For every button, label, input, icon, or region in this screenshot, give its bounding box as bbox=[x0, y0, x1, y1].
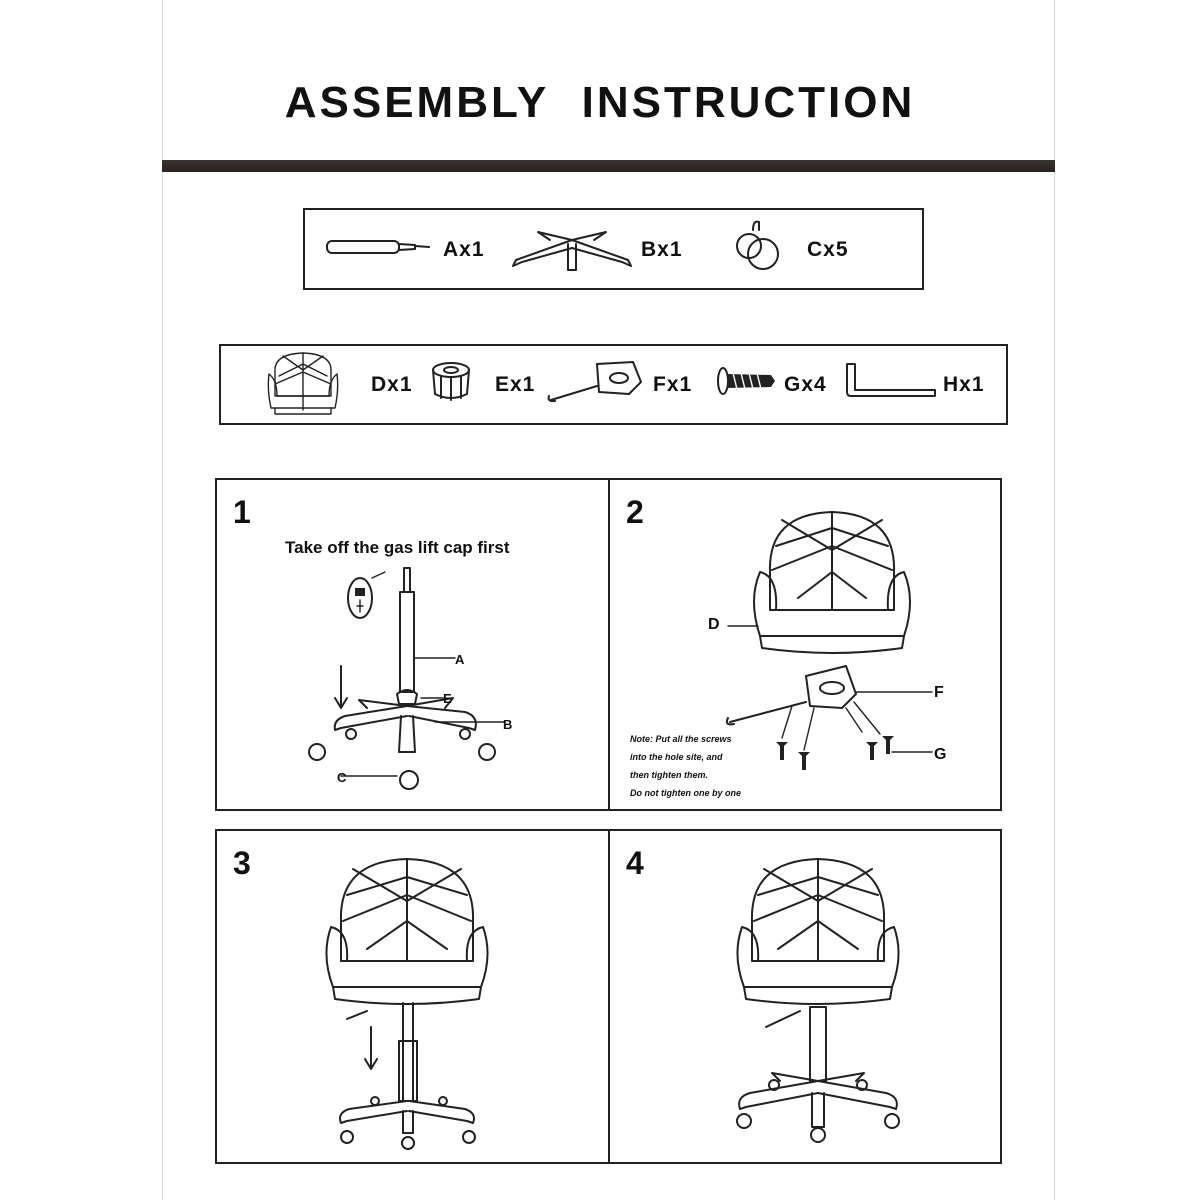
parts-list-row-1 bbox=[303, 208, 924, 290]
note-line-4: Do not tighten one by one bbox=[630, 788, 741, 798]
parts-list-row-2 bbox=[219, 344, 1008, 425]
part-e-label: Ex1 bbox=[495, 373, 536, 396]
gas-lift-icon bbox=[325, 238, 435, 258]
part-a-label: Ax1 bbox=[443, 238, 485, 261]
caster-icon bbox=[735, 216, 785, 274]
note-line-3: then tighten them. bbox=[630, 770, 708, 780]
callout-e: E bbox=[443, 691, 452, 706]
step-1-caption: Take off the gas lift cap first bbox=[285, 538, 510, 557]
step-2-note bbox=[630, 730, 741, 802]
screw-icon bbox=[715, 364, 779, 398]
step-1-diagram bbox=[217, 480, 612, 813]
part-b-label: Bx1 bbox=[641, 238, 683, 261]
note-line-1: Note: Put all the screws bbox=[630, 734, 732, 744]
title-divider bbox=[162, 160, 1055, 172]
step-3-panel bbox=[215, 829, 610, 1164]
part-g-label: Gx4 bbox=[784, 373, 827, 396]
allen-key-icon bbox=[843, 360, 939, 400]
step-2-number: 2 bbox=[626, 494, 644, 530]
step-4-panel bbox=[608, 829, 1002, 1164]
step-2-panel bbox=[608, 478, 1002, 811]
callout-f: F bbox=[934, 684, 944, 701]
mechanism-plate-icon bbox=[547, 356, 647, 404]
part-d-label: Dx1 bbox=[371, 373, 413, 396]
step-4-number: 4 bbox=[626, 845, 644, 881]
cap-icon bbox=[429, 360, 473, 404]
part-f-label: Fx1 bbox=[653, 373, 693, 396]
part-h-label: Hx1 bbox=[943, 373, 985, 396]
callout-c: C bbox=[337, 770, 347, 785]
note-line-2: into the hole site, and bbox=[630, 752, 723, 762]
step-4-diagram bbox=[610, 831, 1004, 1166]
step-3-number: 3 bbox=[233, 845, 251, 881]
callout-b: B bbox=[503, 717, 513, 732]
star-base-icon bbox=[510, 226, 634, 272]
part-c-label: Cx5 bbox=[807, 238, 849, 261]
chair-seat-icon bbox=[265, 350, 341, 420]
callout-g: G bbox=[934, 746, 947, 763]
callout-d: D bbox=[708, 616, 720, 633]
page-title: ASSEMBLY INSTRUCTION bbox=[284, 78, 916, 127]
callout-a: A bbox=[455, 652, 465, 667]
step-3-diagram bbox=[217, 831, 612, 1166]
step-1-number: 1 bbox=[233, 494, 251, 530]
step-1-panel bbox=[215, 478, 610, 811]
